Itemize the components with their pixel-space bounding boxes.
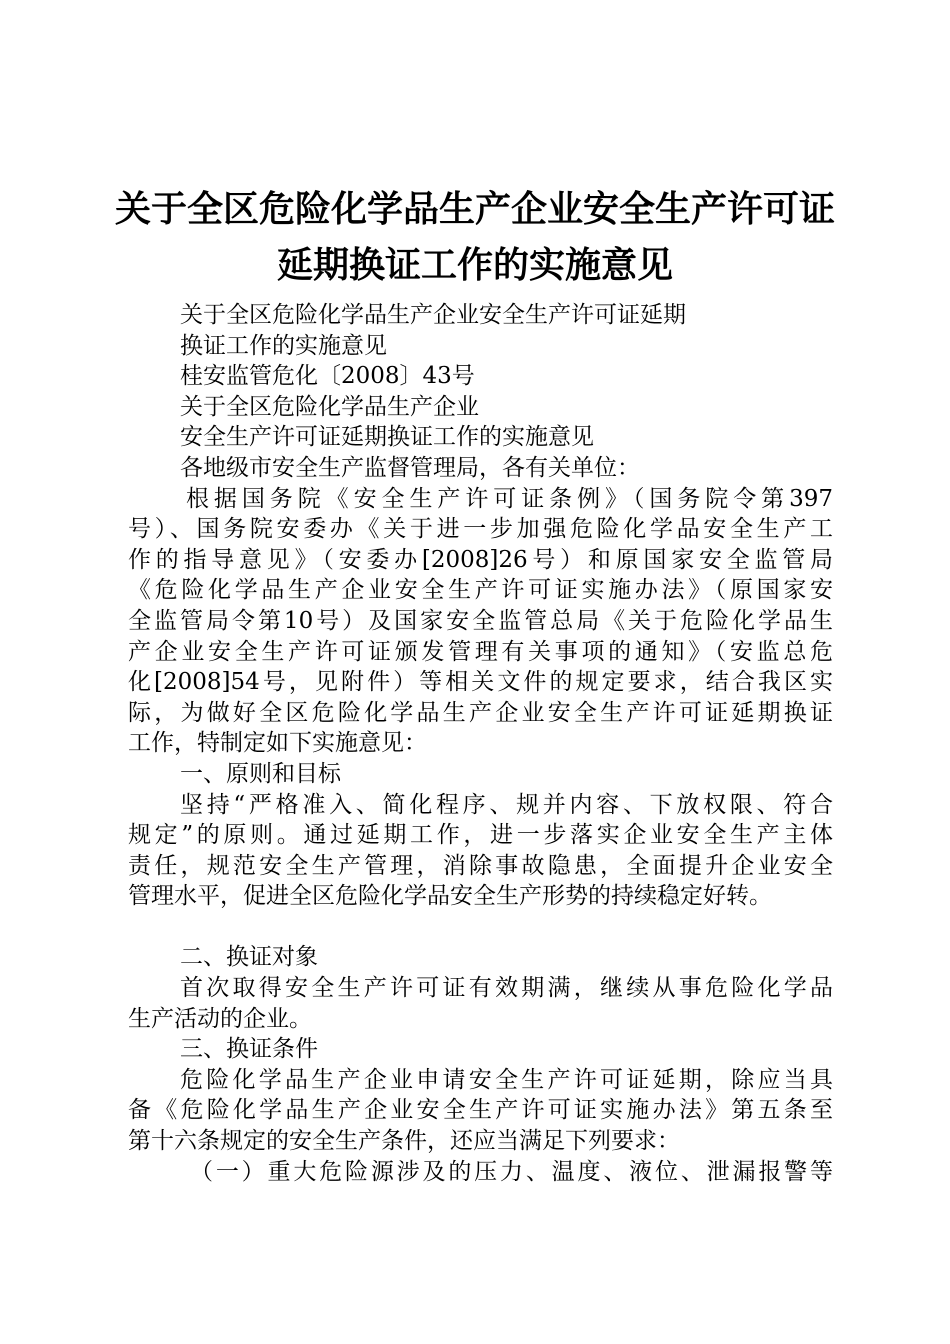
paragraph-line: 际，为做好全区危险化学品生产企业安全生产许可证延期换证	[128, 699, 833, 726]
document-title-line-1: 关于全区危险化学品生产企业安全生产许可证	[114, 189, 835, 230]
paragraph-line: （一）重大危险源涉及的压力、温度、液位、泄漏报警等	[190, 1158, 833, 1185]
paragraph-line: 管理水平，促进全区危险化学品安全生产形势的持续稳定好转。	[128, 883, 772, 910]
paragraph-line: 责任，规范安全生产管理，消除事故隐患，全面提升企业安全	[128, 852, 833, 879]
paragraph-line: 危险化学品生产企业申请安全生产许可证延期，除应当具	[180, 1066, 833, 1093]
paragraph-line: 作的指导意见》（安委办[2008]26号）和原国家安全监管局	[128, 546, 833, 573]
paragraph-line: 坚持“严格准入、简化程序、规并内容、下放权限、符合	[180, 791, 833, 818]
paragraph-line: 第十六条规定的安全生产条件，还应当满足下列要求：	[128, 1128, 680, 1155]
paragraph-line: 《危险化学品生产企业安全生产许可证实施办法》（原国家安	[128, 577, 833, 604]
paragraph-line: 全监管局令第10号）及国家安全监管总局《关于危险化学品生	[128, 607, 833, 634]
paragraph-line: 工作，特制定如下实施意见：	[128, 730, 427, 757]
subtitle-line: 关于全区危险化学品生产企业安全生产许可证延期	[180, 302, 686, 328]
paragraph-line: 备《危险化学品生产企业安全生产许可证实施办法》第五条至	[128, 1097, 833, 1124]
section-heading: 一、原则和目标	[180, 760, 341, 787]
document-title-line-2: 延期换证工作的实施意见	[276, 245, 673, 286]
paragraph-line: 规定”的原则。通过延期工作，进一步落实企业安全生产主体	[128, 822, 833, 849]
salutation: 各地级市安全生产监督管理局，各有关单位：	[180, 454, 640, 481]
heading-line: 安全生产许可证延期换证工作的实施意见	[180, 424, 594, 451]
section-heading: 二、换证对象	[180, 944, 318, 971]
document-body	[128, 300, 833, 1187]
section-heading: 三、换证条件	[180, 1036, 318, 1063]
paragraph-line: 号）、国务院安委办《关于进一步加强危险化学品安全生产工	[128, 516, 833, 543]
paragraph-line: 根据国务院《安全生产许可证条例》（国务院令第397	[186, 485, 833, 512]
heading-line: 关于全区危险化学品生产企业	[180, 393, 479, 420]
blank-line	[128, 912, 833, 943]
paragraph-line: 首次取得安全生产许可证有效期满，继续从事危险化学品	[180, 975, 833, 1002]
document-number: 桂安监管危化〔2008〕43号	[180, 363, 475, 390]
paragraph-line: 产企业安全生产许可证颁发管理有关事项的通知》（安监总危	[128, 638, 833, 665]
paragraph-line: 生产活动的企业。	[128, 1005, 312, 1032]
paragraph-line: 化[2008]54号，见附件）等相关文件的规定要求，结合我区实	[128, 669, 833, 696]
subtitle-line: 换证工作的实施意见	[180, 332, 387, 359]
